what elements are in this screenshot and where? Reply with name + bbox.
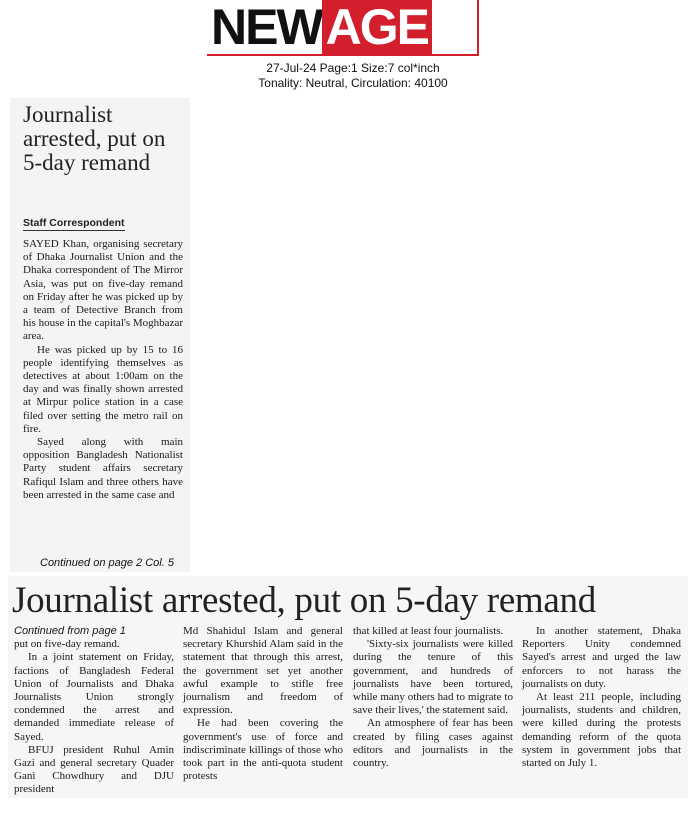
article-paragraph: Sayed along with main opposition Bangladesh Nationalist Party student affairs secretary Rafiqul Islam and three others have been arrested in the same case and	[23, 436, 183, 501]
article-paragraph: He was picked up by 15 to 16 people identifying themselves as detectives at about 1:00am on the day and was finally shown arrested at Mirpur police station in a case filed over setting the metro rail on fire.	[23, 343, 183, 435]
newspaper-logo	[207, 0, 479, 56]
article-paragraph: 'Sixty-six journalists were killed during the tenure of this government, and hundreds of journalists have been tortured, while many others had to migrate to save their lives,' the statement said.	[353, 638, 513, 717]
logo-new: NEW	[211, 0, 322, 55]
front-page-column	[23, 238, 183, 502]
article-paragraph: In a joint statement on Friday, factions of Bangladesh Federal Union of Journalists and Dhaka Journalists Union strongly condemned the arrest and demanded immediate release of Sayed.	[14, 651, 174, 743]
article-paragraph: BFUJ president Ruhul Amin Gazi and general secretary Quader Gani Chowdhury and DJU president	[14, 743, 174, 796]
jump-column-1	[14, 625, 174, 797]
continued-from-note: Continued from page 1	[14, 625, 126, 637]
byline: Staff Correspondent	[23, 217, 125, 229]
article-paragraph: In another statement, Dhaka Reporters Unity condemned Sayed's arrest and urged the law enforcers to not harass the journalists on duty.	[522, 625, 681, 690]
article-paragraph: An atmosphere of fear has been created by filing cases against editors and journalists in the country.	[353, 717, 513, 770]
jump-column-3	[353, 625, 513, 770]
article-paragraph: that killed at least four journalists.	[353, 625, 504, 637]
jump-column-4	[522, 625, 681, 770]
article-paragraph: Md Shahidul Islam and general secretary Khurshid Alam said in the statement that through this arrest, the government set yet another awful example to stifle free journalism and freedom of expression.	[183, 625, 343, 717]
article-paragraph: put on five-day remand.	[14, 638, 120, 651]
clip-meta-date-page: 27-Jul-24 Page:1 Size:7 col*inch	[266, 61, 440, 75]
article-paragraph: SAYED Khan, organising secretary of Dhaka Journalist Union and the Dhaka correspondent of The Mirror Asia, was put on five-day remand on Friday after he was picked up by a team of Detective Branch from his house in the capital's Moghbazar area.	[23, 238, 183, 343]
clip-meta-tonality: Tonality: Neutral, Circulation: 40100	[258, 76, 448, 90]
jump-page-headline: Journalist arrested, put on 5-day remand	[12, 580, 596, 621]
front-page-headline: Journalist arrested, put on 5-day remand	[23, 102, 166, 175]
continued-on-note: Continued on page 2 Col. 5	[40, 557, 174, 569]
jump-column-2	[183, 625, 343, 783]
article-paragraph: At least 211 people, including journalists, students and children, were killed during the protests demanding reform of the quota system in government jobs that started on July 1.	[522, 691, 681, 770]
logo-age: AGE	[322, 0, 432, 55]
logo-text	[211, 1, 432, 53]
article-paragraph: He had been covering the government's use of force and indiscriminate killings of those who took part in the anti-quota student protests	[183, 717, 343, 783]
